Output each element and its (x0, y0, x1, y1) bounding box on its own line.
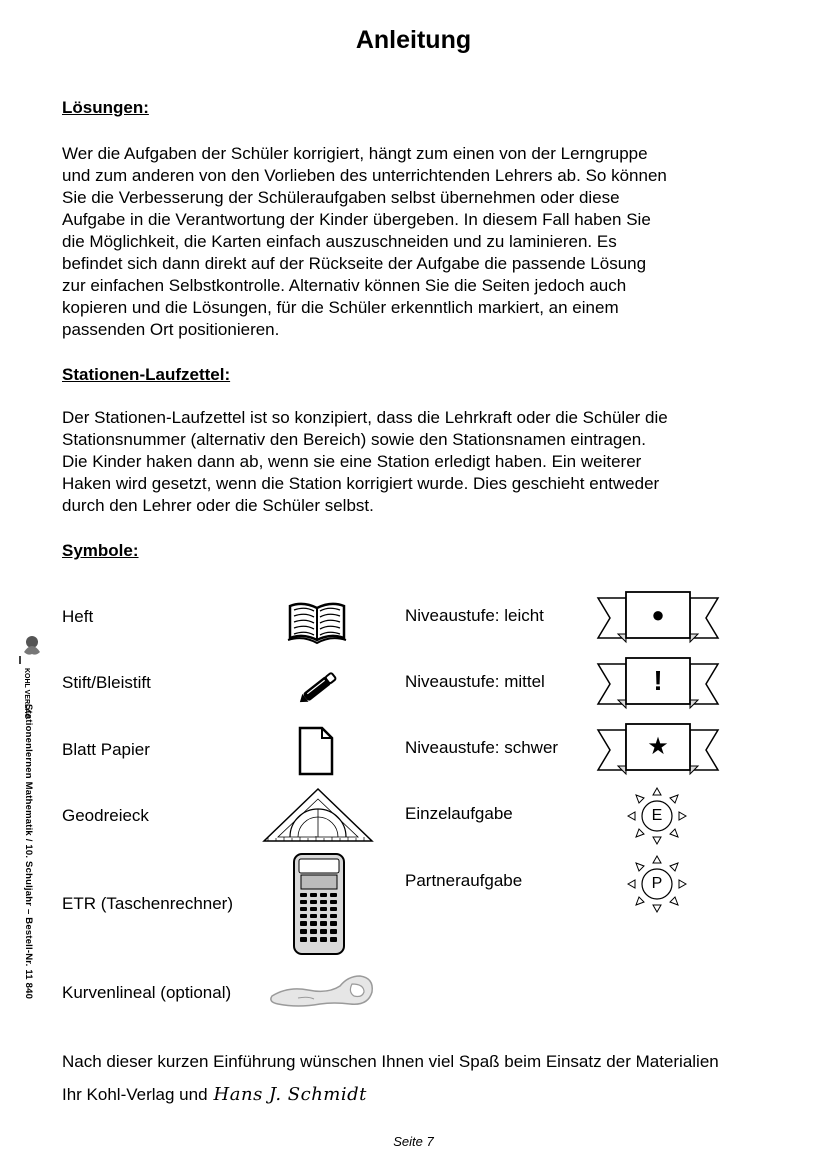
text-line: befindet sich dann direkt auf der Rückseite der Aufgabe die passende Lösung (62, 254, 647, 273)
text-line: Wer die Aufgaben der Schüler korrigiert, hängt zum einen von der Lerngruppe (62, 144, 648, 163)
text-line: zur einfachen Selbstkontrolle. Alternativ können Sie die Seiten jedoch auch (62, 276, 627, 295)
text-line: die Möglichkeit, die Karten einfach auszuschneiden und zu laminieren. Es (62, 232, 617, 251)
set-square-icon (262, 787, 374, 845)
page-number: Seite 7 (393, 1134, 434, 1149)
text-line: Sie die Verbesserung der Schüleraufgaben selbst übernehmen oder diese (62, 188, 620, 207)
text-line: Haken wird gesetzt, wenn die Station korrigiert wurde. Dies geschieht entweder (62, 474, 660, 493)
closing-line: Nach dieser kurzen Einführung wünschen Ihnen viel Spaß beim Einsatz der Materialien (62, 1052, 719, 1071)
sun-letter: P (651, 875, 663, 892)
text-line: und zum anderen von den Vorlieben des unterrichtenden Lehrers ab. So können (62, 166, 667, 185)
paragraph-laufzettel (62, 407, 807, 517)
banner-dot-icon (596, 590, 720, 646)
sidebar-vertical-text: Stationenlernen Mathematik / 10. Schuljahr – Bestell-Nr. 11 840 (23, 704, 34, 1000)
book-icon (286, 598, 348, 646)
symbol-label-heft: Heft (62, 607, 94, 626)
symbol-label-einzel: Einzelaufgabe (405, 804, 513, 823)
paragraph-loesungen (62, 143, 807, 341)
closing-greeting (62, 1084, 367, 1105)
text-line: Die Kinder haken dann ab, wenn sie eine Station erledigt haben. Ein weiterer (62, 452, 642, 471)
french-curve-icon (268, 972, 376, 1010)
banner-symbol: ! (653, 665, 663, 696)
symbol-label-mittel: Niveaustufe: mittel (405, 672, 545, 691)
symbol-label-geodreieck: Geodreieck (62, 806, 149, 825)
sun-letter: E (651, 807, 663, 824)
symbol-label-blatt: Blatt Papier (62, 740, 150, 759)
logo-text: KOHL VERLAG (23, 668, 30, 719)
calculator-icon (292, 852, 346, 956)
signature: Hans J. Schmidt (213, 1084, 367, 1105)
text-line: Der Stationen-Laufzettel ist so konzipiert, dass die Lehrkraft oder die Schüler die (62, 408, 668, 427)
text-line: Aufgabe in die Verantwortung der Kinder übergeben. In diesem Fall haben Sie (62, 210, 651, 229)
heading-laufzettel: Stationen-Laufzettel: (62, 365, 231, 384)
symbol-label-partner: Partneraufgabe (405, 871, 523, 890)
heading-loesungen: Lösungen: (62, 98, 149, 117)
sun-p-icon (626, 854, 688, 914)
banner-symbol: ● (651, 602, 665, 627)
text-line: passenden Ort positionieren. (62, 320, 280, 339)
symbol-label-etr: ETR (Taschenrechner) (62, 894, 234, 913)
closing-greeting-text: Ihr Kohl-Verlag und (62, 1085, 208, 1104)
page-title: Anleitung (355, 26, 472, 54)
pen-icon (294, 668, 342, 708)
banner-exclamation-icon (596, 656, 720, 712)
symbol-label-kurvenlineal: Kurvenlineal (optional) (62, 983, 232, 1002)
text-line: Stationsnummer (alternativ den Bereich) sowie den Stationsnamen eintragen. (62, 430, 646, 449)
text-line: kopieren und die Lösungen, für die Schüler erkenntlich markiert, an einem (62, 298, 619, 317)
banner-symbol: ★ (647, 733, 669, 760)
symbol-label-leicht: Niveaustufe: leicht (405, 606, 544, 625)
text-line: durch den Lehrer oder die Schüler selbst. (62, 496, 374, 515)
heading-symbole: Symbole: (62, 541, 139, 560)
banner-star-icon (596, 722, 720, 778)
sun-e-icon (626, 786, 688, 846)
symbol-label-schwer: Niveaustufe: schwer (405, 738, 559, 757)
symbol-label-stift: Stift/Bleistift (62, 673, 151, 692)
paper-sheet-icon (296, 725, 336, 777)
